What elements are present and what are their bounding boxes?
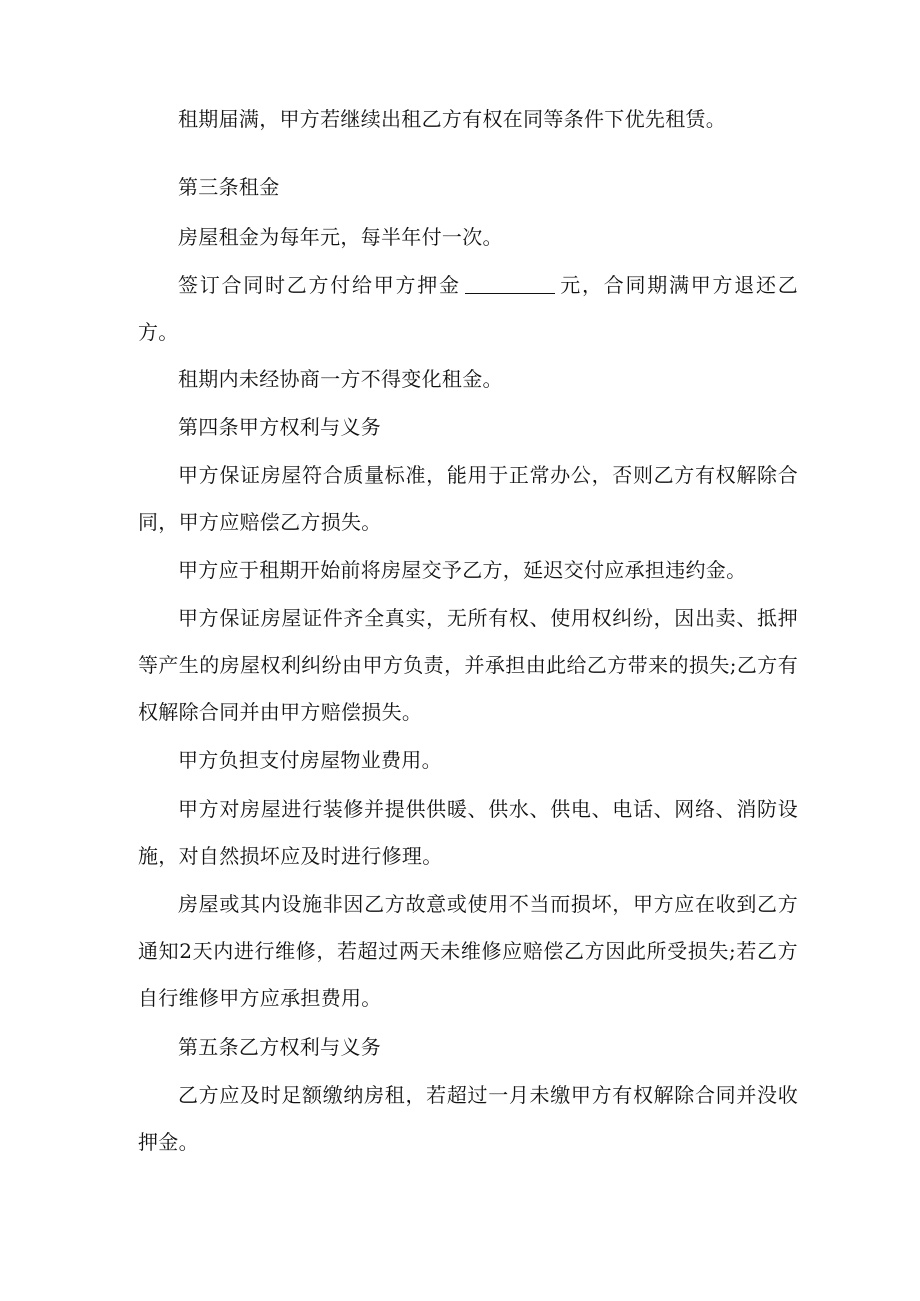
paragraph-lease-renewal: 租期届满，甲方若继续出租乙方有权在同等条件下优先租赁。 xyxy=(178,107,727,131)
section-heading-party-b: 第五条乙方权利与义务 xyxy=(178,1035,381,1059)
paragraph-rent-amount: 房屋租金为每年元，每半年付一次。 xyxy=(178,225,503,249)
deposit-text-after: 元，合同期满甲方退还乙方。 xyxy=(138,273,798,344)
paragraph-rent-payment: 乙方应及时足额缴纳房租，若超过一月未缴甲方有权解除合同并没收押金。 xyxy=(138,1083,798,1154)
paragraph-deposit xyxy=(138,262,798,356)
deposit-blank-line xyxy=(465,275,555,294)
section-heading-party-a: 第四条甲方权利与义务 xyxy=(178,415,381,439)
paragraph-delivery: 甲方应于租期开始前将房屋交予乙方，延迟交付应承担违约金。 xyxy=(178,558,747,582)
section-heading-rent: 第三条租金 xyxy=(178,175,280,199)
paragraph-rent-change: 租期内未经协商一方不得变化租金。 xyxy=(178,367,503,391)
paragraph-repairs: 房屋或其内设施非因乙方故意或使用不当而损坏，甲方应在收到乙方通知2天内进行维修，若超过两天未维修应赔偿乙方因此所受损失;若乙方自行维修甲方应承担费用。 xyxy=(138,892,798,1010)
deposit-text-before: 签订合同时乙方付给甲方押金 xyxy=(178,273,461,297)
paragraph-property-fees: 甲方负担支付房屋物业费用。 xyxy=(178,748,442,772)
paragraph-facilities: 甲方对房屋进行装修并提供供暖、供水、供电、电话、网络、消防设施，对自然损坏应及时进行修理。 xyxy=(138,797,798,868)
paragraph-title-guarantee: 甲方保证房屋证件齐全真实，无所有权、使用权纠纷，因出卖、抵押等产生的房屋权利纠纷由甲方负责，并承担由此给乙方带来的损失;乙方有权解除合同并由甲方赔偿损失。 xyxy=(138,606,798,724)
paragraph-quality-guarantee: 甲方保证房屋符合质量标准，能用于正常办公，否则乙方有权解除合同，甲方应赔偿乙方损失。 xyxy=(138,463,798,534)
